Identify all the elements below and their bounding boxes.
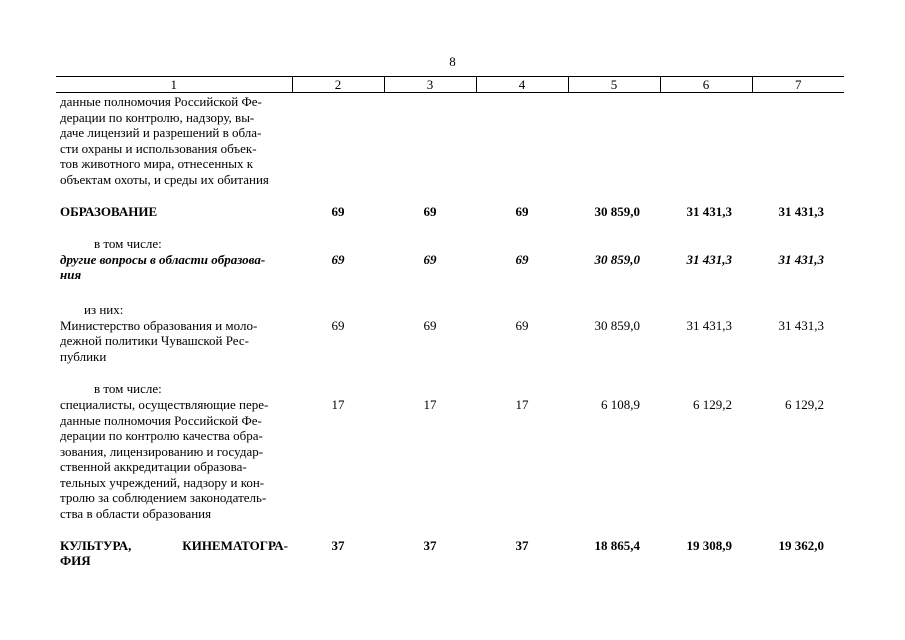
value-cell: 37: [423, 537, 437, 553]
row-label: в том числе:: [94, 236, 162, 252]
row-name-line: зования, лицензированию и государ-: [60, 443, 264, 459]
page-number: 8: [449, 54, 456, 69]
row-name-line: дерации по контролю качества обра-: [60, 428, 263, 444]
column-header: 3: [384, 77, 476, 93]
row-label: в том числе:: [94, 381, 162, 397]
column-header: 1: [56, 77, 292, 93]
value-cell: 6 129,2: [785, 396, 824, 412]
row-name-line: дерации по контролю, надзору, вы-: [60, 109, 255, 125]
row-name-line: тельных учреждений, надзору и кон-: [60, 474, 265, 490]
budget-table: [56, 76, 844, 569]
value-cell: 17: [423, 396, 437, 412]
table-row: [56, 364, 844, 521]
row-name-line: Министерство образования и моло-: [60, 317, 258, 333]
value-cell: 69: [423, 251, 437, 267]
row-name-line: ФИЯ: [60, 553, 91, 569]
column-header: 6: [660, 77, 752, 93]
row-name-line: КУЛЬТУРА, КИНЕМАТОГРА-: [60, 537, 288, 553]
value-cell: 37: [331, 537, 345, 553]
row-name-line: сти охраны и использования объек-: [60, 140, 257, 156]
row-label: из них:: [84, 301, 124, 317]
row-name-line: тов животного мира, отнесенных к: [60, 156, 254, 172]
value-cell: 31 431,3: [778, 203, 824, 219]
value-cell: 69: [331, 251, 345, 267]
row-name-line: ственной аккредитации образова-: [60, 459, 247, 475]
column-header: 5: [568, 77, 660, 93]
value-cell: [292, 93, 384, 188]
table-row: [56, 219, 844, 283]
row-name-line: ства в области образования: [60, 506, 212, 522]
row-name-line: данные полномочия Российской Фе-: [60, 412, 262, 428]
row-name-cell: [56, 219, 292, 283]
value-cell: 30 859,0: [594, 203, 640, 219]
value-cell: 69: [515, 203, 529, 219]
value-cell: [660, 93, 752, 188]
value-cell: 17: [515, 396, 529, 412]
row-name-line: специалисты, осуществляющие пере-: [60, 396, 269, 412]
row-name-line: другие вопросы в области образова-: [60, 251, 266, 267]
value-cell: 69: [515, 317, 529, 333]
value-cell: 30 859,0: [594, 317, 640, 333]
row-name-line: тролю за соблюдением законодатель-: [60, 490, 267, 506]
value-cell: [568, 93, 660, 188]
value-cell: 31 431,3: [686, 317, 732, 333]
value-cell: 30 859,0: [594, 251, 640, 267]
value-cell: 31 431,3: [686, 203, 732, 219]
table-row: [56, 93, 844, 188]
table-row: [56, 522, 844, 569]
row-name-cell: [56, 283, 292, 364]
row-name-line: публики: [60, 348, 107, 364]
value-cell: 37: [515, 537, 529, 553]
row-name-line: данные полномочия Российской Фе-: [60, 94, 262, 109]
value-cell: 18 865,4: [594, 537, 640, 553]
table-row: [56, 188, 844, 220]
value-cell: 69: [331, 317, 345, 333]
column-header: 4: [476, 77, 568, 93]
value-cell: [476, 93, 568, 188]
table-row: [56, 283, 844, 364]
value-cell: 31 431,3: [778, 317, 824, 333]
value-cell: 19 308,9: [686, 537, 732, 553]
value-cell: 19 362,0: [778, 537, 824, 553]
value-cell: [752, 93, 844, 188]
value-cell: 31 431,3: [686, 251, 732, 267]
row-name-line: ния: [60, 267, 82, 283]
row-name-cell: [56, 364, 292, 521]
value-cell: 31 431,3: [778, 251, 824, 267]
value-cell: 69: [515, 251, 529, 267]
row-name-line: даче лицензий и разрешений в обла-: [60, 125, 262, 141]
value-cell: 69: [423, 317, 437, 333]
value-cell: 69: [331, 203, 345, 219]
table-header-row: [56, 77, 844, 93]
row-name-cell: ОБРАЗОВАНИЕ: [60, 203, 158, 219]
column-header: 2: [292, 77, 384, 93]
row-name-cell: [56, 93, 292, 188]
row-name-line: дежной политики Чувашской Рес-: [60, 333, 250, 349]
row-name-cell: [56, 522, 292, 569]
value-cell: [384, 93, 476, 188]
row-name-line: объектам охоты, и среды их обитания: [60, 171, 269, 187]
value-cell: 69: [423, 203, 437, 219]
value-cell: 17: [331, 396, 345, 412]
value-cell: 6 129,2: [693, 396, 732, 412]
value-cell: 6 108,9: [601, 396, 640, 412]
column-header: 7: [752, 77, 844, 93]
